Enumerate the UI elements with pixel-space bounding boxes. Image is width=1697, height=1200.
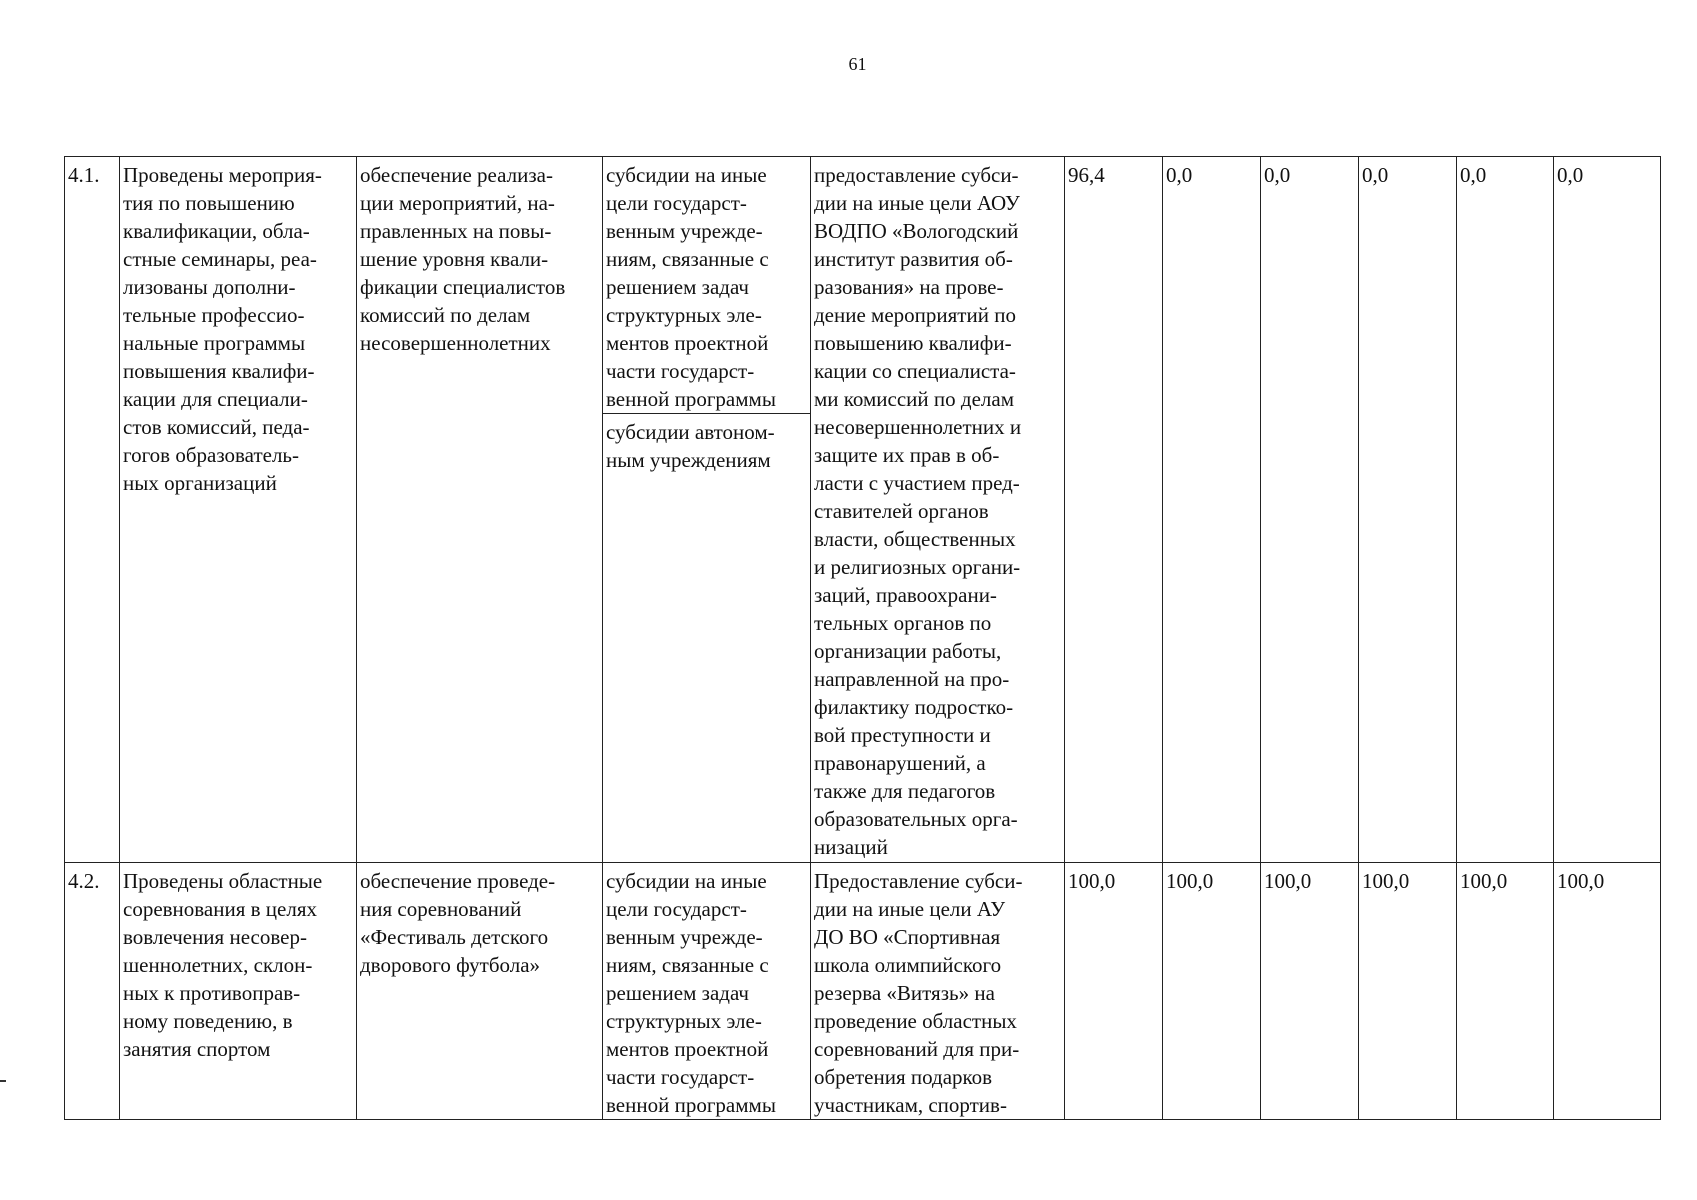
- value-cell: 96,4: [1065, 157, 1163, 863]
- subsidy-type-cell: субсидии на иные цели государст- венным учрежде- ниям, связанные с решением задач структурных эле- ментов проектной части государст- венной программы: [603, 863, 811, 1120]
- table-row: [65, 863, 1661, 1120]
- activity-cell: обеспечение проведе- ния соревнований «Фестиваль детского дворового футбола»: [357, 863, 603, 1120]
- value-cell: 0,0: [1163, 157, 1261, 863]
- row-number: 4.1.: [65, 157, 120, 863]
- row-number: 4.2.: [65, 863, 120, 1120]
- table-row: [65, 157, 1661, 863]
- value-cell: 100,0: [1359, 863, 1457, 1120]
- value-cell: 0,0: [1554, 157, 1661, 863]
- edge-mark: [0, 1080, 6, 1082]
- page-number: 61: [848, 54, 867, 74]
- result-cell: Проведены областные соревнования в целях вовлечения несовер- шеннолетних, склон- ных к противоправ- ному поведению, в занятия спортом: [120, 863, 357, 1120]
- program-table: [64, 156, 1661, 1120]
- subsidy-type-primary: субсидии на иные цели государст- венным учрежде- ниям, связанные с решением задач структурных эле- ментов проектной части государст- венной программы: [603, 157, 810, 414]
- description-cell: Предоставление субси- дии на иные цели АУ ДО ВО «Спортивная школа олимпийского резерва «Витязь» на проведение областных соревнований для при- обретения подарков участникам, спортив-: [811, 863, 1065, 1120]
- value-cell: 100,0: [1065, 863, 1163, 1120]
- value-cell: 100,0: [1163, 863, 1261, 1120]
- value-cell: 100,0: [1261, 863, 1359, 1120]
- activity-cell: обеспечение реализа- ции мероприятий, на- правленных на повы- шение уровня квали- фикации специалистов комиссий по делам несовершеннолетних: [357, 157, 603, 863]
- description-cell: предоставление субси- дии на иные цели АОУ ВОДПО «Вологодский институт развития об- разования» на прове- дение мероприятий по повышению квалифи- кации со специалиста- ми комиссий по делам несовершеннолетних и защите их прав в об- ласти с участием пред- ставителей органов власти, общественных и религиозных органи- заций, правоохрани- тельных органов по организации работы, направленной на про- филактику подростко- вой преступности и правонарушений, а также для педагогов образовательных орга- низаций: [811, 157, 1065, 863]
- subsidy-type-cell: [603, 157, 811, 863]
- value-cell: 0,0: [1359, 157, 1457, 863]
- value-cell: 0,0: [1457, 157, 1554, 863]
- value-cell: 0,0: [1261, 157, 1359, 863]
- value-cell: 100,0: [1554, 863, 1661, 1120]
- value-cell: 100,0: [1457, 863, 1554, 1120]
- result-cell: Проведены мероприя- тия по повышению квалификации, обла- стные семинары, реа- лизованы дополни- тельные профессио- нальные программы повышения квалифи- кации для специали- стов комиссий, педа- гогов образователь- ных организаций: [120, 157, 357, 863]
- subsidy-type-secondary: субсидии автоном- ным учреждениям: [606, 420, 775, 472]
